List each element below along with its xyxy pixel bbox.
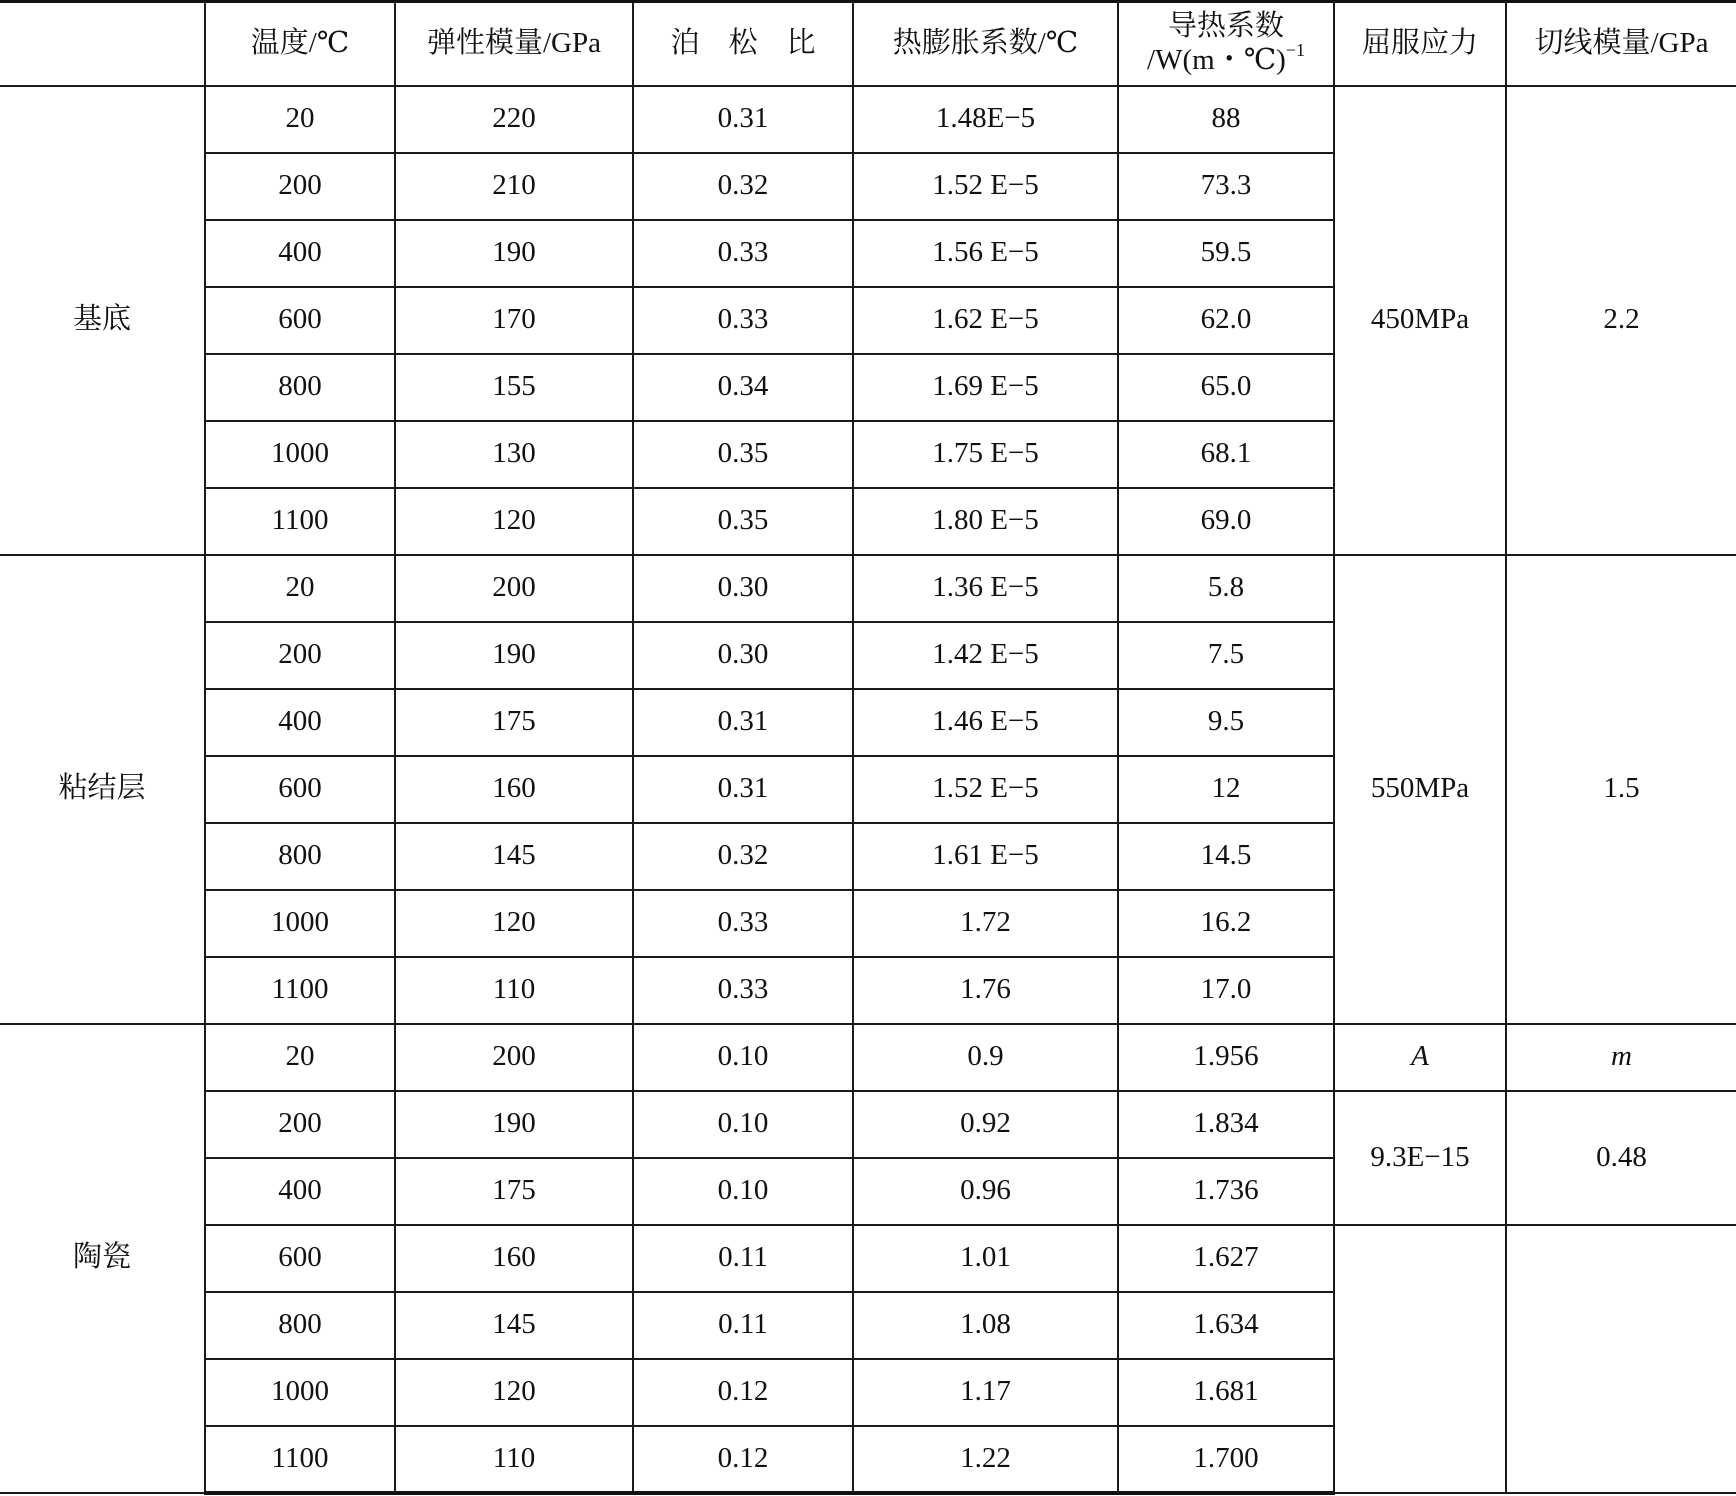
cell-thermal-expansion: 1.76 xyxy=(853,957,1118,1024)
cell-poisson-ratio: 0.31 xyxy=(633,689,853,756)
cell-elastic-modulus: 175 xyxy=(395,689,633,756)
cell-elastic-modulus: 110 xyxy=(395,1426,633,1493)
cell-temperature: 20 xyxy=(205,86,395,153)
cell-poisson-ratio: 0.30 xyxy=(633,555,853,622)
cell-thermal-expansion: 1.42 E−5 xyxy=(853,622,1118,689)
table-row xyxy=(0,555,1736,622)
cell-thermal-expansion: 1.48E−5 xyxy=(853,86,1118,153)
cell-temperature: 800 xyxy=(205,354,395,421)
cell-temperature: 600 xyxy=(205,287,395,354)
cell-thermal-conductivity: 88 xyxy=(1118,86,1334,153)
cell-temperature: 600 xyxy=(205,1225,395,1292)
cell-elastic-modulus: 200 xyxy=(395,555,633,622)
cell-elastic-modulus: 190 xyxy=(395,1091,633,1158)
cell-thermal-expansion: 1.46 E−5 xyxy=(853,689,1118,756)
cell-poisson-ratio: 0.35 xyxy=(633,421,853,488)
cell-thermal-expansion: 0.96 xyxy=(853,1158,1118,1225)
cell-elastic-modulus: 160 xyxy=(395,756,633,823)
cell-temperature: 800 xyxy=(205,1292,395,1359)
cell-thermal-expansion: 1.52 E−5 xyxy=(853,756,1118,823)
cell-temperature: 800 xyxy=(205,823,395,890)
cell-elastic-modulus: 190 xyxy=(395,622,633,689)
cell-poisson-ratio: 0.10 xyxy=(633,1024,853,1091)
cell-elastic-modulus: 130 xyxy=(395,421,633,488)
cell-temperature: 1100 xyxy=(205,488,395,555)
cell-thermal-conductivity: 1.834 xyxy=(1118,1091,1334,1158)
cell-elastic-modulus: 155 xyxy=(395,354,633,421)
cell-thermal-conductivity: 1.700 xyxy=(1118,1426,1334,1493)
header-conductivity-line1: 导热系数 xyxy=(1167,10,1284,43)
cell-thermal-conductivity: 9.5 xyxy=(1118,689,1334,756)
cell-yield-stress-bond-coat: 550MPa xyxy=(1334,555,1506,1024)
cell-temperature: 200 xyxy=(205,153,395,220)
cell-poisson-ratio: 0.11 xyxy=(633,1225,853,1292)
cell-poisson-ratio: 0.32 xyxy=(633,823,853,890)
cell-temperature: 1000 xyxy=(205,890,395,957)
cell-thermal-conductivity: 69.0 xyxy=(1118,488,1334,555)
cell-empty-yield-ceramic xyxy=(1334,1225,1506,1493)
cell-thermal-expansion: 1.01 xyxy=(853,1225,1118,1292)
cell-elastic-modulus: 120 xyxy=(395,1359,633,1426)
header-thermal-expansion: 热膨胀系数/℃ xyxy=(853,2,1118,86)
cell-elastic-modulus: 190 xyxy=(395,220,633,287)
cell-thermal-conductivity: 1.634 xyxy=(1118,1292,1334,1359)
cell-thermal-expansion: 0.92 xyxy=(853,1091,1118,1158)
cell-poisson-ratio: 0.33 xyxy=(633,957,853,1024)
cell-thermal-expansion: 1.17 xyxy=(853,1359,1118,1426)
cell-creep-a-value: 9.3E−15 xyxy=(1334,1091,1506,1225)
cell-elastic-modulus: 145 xyxy=(395,823,633,890)
cell-temperature: 1000 xyxy=(205,421,395,488)
table-row xyxy=(0,86,1736,153)
table-row xyxy=(0,1225,1736,1292)
cell-elastic-modulus: 160 xyxy=(395,1225,633,1292)
header-thermal-conductivity xyxy=(1118,2,1334,86)
cell-elastic-modulus: 220 xyxy=(395,86,633,153)
cell-poisson-ratio: 0.31 xyxy=(633,86,853,153)
header-temperature: 温度/℃ xyxy=(205,2,395,86)
cell-thermal-conductivity: 7.5 xyxy=(1118,622,1334,689)
header-yield-stress: 屈服应力 xyxy=(1334,2,1506,86)
table-row xyxy=(0,1024,1736,1091)
cell-tangent-modulus-bond-coat: 1.5 xyxy=(1506,555,1736,1024)
group-label-substrate: 基底 xyxy=(0,86,205,555)
cell-thermal-expansion: 1.75 E−5 xyxy=(853,421,1118,488)
cell-thermal-conductivity: 59.5 xyxy=(1118,220,1334,287)
cell-poisson-ratio: 0.12 xyxy=(633,1426,853,1493)
cell-yield-stress-substrate: 450MPa xyxy=(1334,86,1506,555)
cell-thermal-expansion: 1.61 E−5 xyxy=(853,823,1118,890)
cell-thermal-expansion: 1.56 E−5 xyxy=(853,220,1118,287)
cell-temperature: 1000 xyxy=(205,1359,395,1426)
cell-temperature: 200 xyxy=(205,622,395,689)
cell-creep-m-value: 0.48 xyxy=(1506,1091,1736,1225)
cell-temperature: 1100 xyxy=(205,957,395,1024)
cell-thermal-conductivity: 16.2 xyxy=(1118,890,1334,957)
cell-poisson-ratio: 0.32 xyxy=(633,153,853,220)
cell-thermal-expansion: 1.72 xyxy=(853,890,1118,957)
cell-temperature: 20 xyxy=(205,555,395,622)
cell-elastic-modulus: 110 xyxy=(395,957,633,1024)
cell-thermal-conductivity: 17.0 xyxy=(1118,957,1334,1024)
cell-poisson-ratio: 0.10 xyxy=(633,1091,853,1158)
group-label-bond-coat: 粘结层 xyxy=(0,555,205,1024)
cell-temperature: 400 xyxy=(205,220,395,287)
cell-elastic-modulus: 200 xyxy=(395,1024,633,1091)
cell-thermal-expansion: 1.52 E−5 xyxy=(853,153,1118,220)
cell-thermal-expansion: 1.36 E−5 xyxy=(853,555,1118,622)
cell-thermal-expansion: 1.08 xyxy=(853,1292,1118,1359)
cell-thermal-conductivity: 5.8 xyxy=(1118,555,1334,622)
cell-elastic-modulus: 120 xyxy=(395,890,633,957)
cell-temperature: 20 xyxy=(205,1024,395,1091)
cell-tangent-modulus-substrate: 2.2 xyxy=(1506,86,1736,555)
table-row xyxy=(0,1091,1736,1158)
group-label-ceramic: 陶瓷 xyxy=(0,1024,205,1493)
header-blank xyxy=(0,2,205,86)
cell-creep-m-label: m xyxy=(1506,1024,1736,1091)
cell-thermal-conductivity: 1.956 xyxy=(1118,1024,1334,1091)
cell-thermal-conductivity: 14.5 xyxy=(1118,823,1334,890)
cell-thermal-expansion: 0.9 xyxy=(853,1024,1118,1091)
cell-elastic-modulus: 120 xyxy=(395,488,633,555)
cell-poisson-ratio: 0.33 xyxy=(633,287,853,354)
cell-temperature: 400 xyxy=(205,1158,395,1225)
cell-thermal-conductivity: 62.0 xyxy=(1118,287,1334,354)
header-conductivity-line2: /W(m・℃)$^{-1}$ xyxy=(1147,40,1305,76)
cell-poisson-ratio: 0.11 xyxy=(633,1292,853,1359)
cell-temperature: 1100 xyxy=(205,1426,395,1493)
header-poisson-ratio: 泊 松 比 xyxy=(633,2,853,86)
cell-thermal-expansion: 1.80 E−5 xyxy=(853,488,1118,555)
cell-elastic-modulus: 210 xyxy=(395,153,633,220)
cell-thermal-conductivity: 12 xyxy=(1118,756,1334,823)
cell-temperature: 400 xyxy=(205,689,395,756)
header-tangent-modulus: 切线模量/GPa xyxy=(1506,2,1736,86)
cell-thermal-conductivity: 65.0 xyxy=(1118,354,1334,421)
cell-poisson-ratio: 0.30 xyxy=(633,622,853,689)
cell-elastic-modulus: 170 xyxy=(395,287,633,354)
cell-poisson-ratio: 0.33 xyxy=(633,220,853,287)
cell-poisson-ratio: 0.35 xyxy=(633,488,853,555)
cell-thermal-conductivity: 1.736 xyxy=(1118,1158,1334,1225)
cell-thermal-conductivity: 1.681 xyxy=(1118,1359,1334,1426)
cell-thermal-conductivity: 73.3 xyxy=(1118,153,1334,220)
cell-thermal-expansion: 1.69 E−5 xyxy=(853,354,1118,421)
cell-elastic-modulus: 175 xyxy=(395,1158,633,1225)
cell-poisson-ratio: 0.33 xyxy=(633,890,853,957)
cell-temperature: 600 xyxy=(205,756,395,823)
cell-thermal-conductivity: 68.1 xyxy=(1118,421,1334,488)
cell-temperature: 200 xyxy=(205,1091,395,1158)
cell-creep-a-label: A xyxy=(1334,1024,1506,1091)
header-elastic-modulus: 弹性模量/GPa xyxy=(395,2,633,86)
cell-poisson-ratio: 0.12 xyxy=(633,1359,853,1426)
cell-thermal-conductivity: 1.627 xyxy=(1118,1225,1334,1292)
cell-poisson-ratio: 0.10 xyxy=(633,1158,853,1225)
cell-thermal-expansion: 1.22 xyxy=(853,1426,1118,1493)
header-conductivity-exponent: −1 xyxy=(1285,40,1305,61)
cell-thermal-expansion: 1.62 E−5 xyxy=(853,287,1118,354)
cell-elastic-modulus: 145 xyxy=(395,1292,633,1359)
header-row xyxy=(0,2,1736,86)
cell-poisson-ratio: 0.31 xyxy=(633,756,853,823)
cell-poisson-ratio: 0.34 xyxy=(633,354,853,421)
cell-empty-tangent-ceramic xyxy=(1506,1225,1736,1493)
